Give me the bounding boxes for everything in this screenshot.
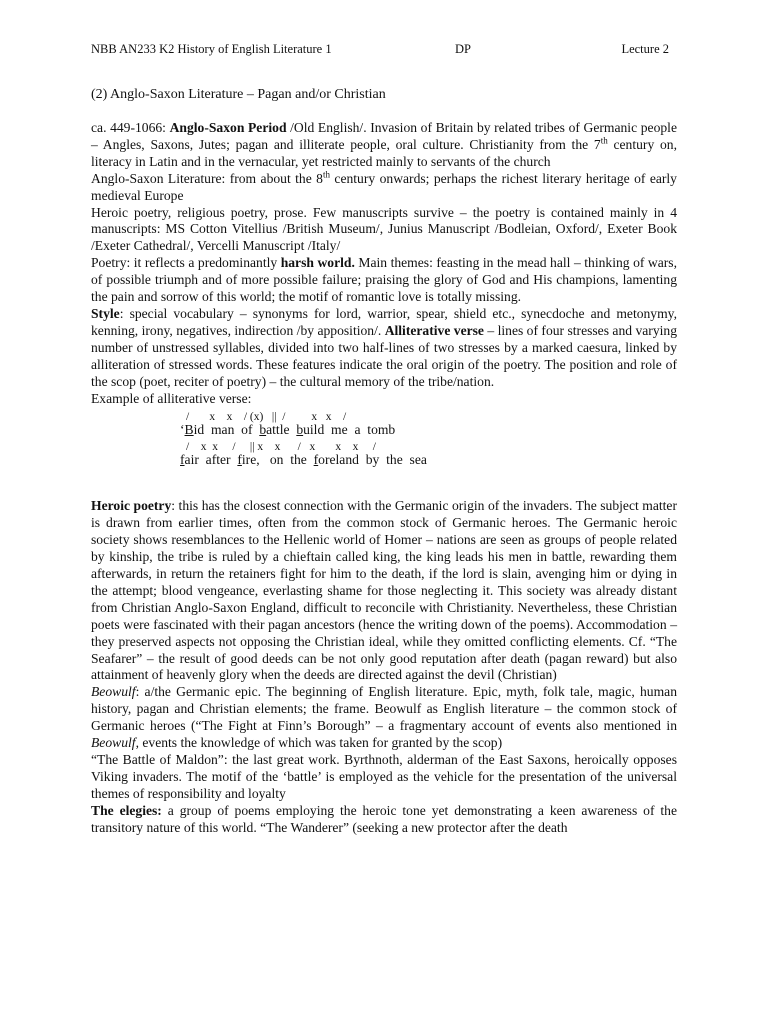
text-run: /Old English/. Invasion of Britain by related tribes of Germanic people – Angles, Saxons, Jutes; pagan and illiterate people, oral culture. Christianity from the 7 [91,120,677,152]
paragraph-heroic-poetry [91,498,677,684]
superscript: th [600,135,608,146]
alliterating-letter: f [313,452,319,468]
italic-title: Beowulf [91,684,136,700]
bold-term: Heroic poetry [91,498,172,514]
course-title: NBB AN233 K2 History of English Literature 1 [91,42,332,56]
text-run: uild me a tomb [303,422,396,438]
text-run: : a/the Germanic epic. The beginning of English literature. Epic, myth, folk tale, magic, human history, pagan and Christian elements; the frame. Beowulf as English literature – the common stock of Germanic heroes (“The Fight at Finn’s Borough” – a fragmentary account of events also mentioned in [91,684,677,734]
verse-line-1 [180,422,395,438]
text-run: ca. 449-1066: [91,120,170,135]
alliterating-letter: b [296,422,304,438]
superscript: th [322,169,330,180]
text-run: : special vocabulary – synonyms for lord, warrior, spear, shield etc., synecdoche and metonymy, kenning, irony, negatives, indirection /by apposition/. [91,305,677,338]
bold-term: The elegies: [91,802,162,818]
paragraph-maldon: “The Battle of Maldon”: the last great work. Byrthnoth, alderman of the East Saxons, heroically opposes Viking invaders. The motif of the ‘battle’ is employed as the vehicle for the presentation of the universal themes of responsibility and loyalty [91,752,677,801]
paragraph-style [91,306,677,391]
bold-term: Style [91,305,120,321]
text-run: : this has the closest connection with the Germanic origin of the invaders. The subject matter is drawn from earlier times, often from the common stock of Germanic heroes. The Germanic heroic society shows resemblances to the Hellenic world of Homer – nations are seen as groups of people related by kinship, the tribe is ruled by a chieftain called king, the king leads his men in battle, rewarding them afterwards, in return the retainers fight for him to the death, if the lord is slain, avenging him or dying in the attempt; blood vengeance, everlasting shame for those neglecting it. This society was already distant from Christian Anglo-Saxon England, difficult to reconcile with Christianity. Nevertheless, these Christian poets were fascinated with their pagan ancestors (hence the writing down of the poems). Accommodation – they preserved aspects not opposing the Christian ideal, while they omitted conflicting elements. Cf. “The Seafarer” – the result of good deeds can be not only good reputation after death (pagan reward) but also attainment of heavenly glory when the deeds are directed against the devil (Christian) [91,498,677,683]
alliterating-letter: f [237,452,242,468]
text-run: air after [184,452,238,468]
alliterating-letter: b [259,422,267,438]
text-run: id man of [193,422,260,438]
text-run: attle [266,422,297,438]
meter-marks-line-1: / x x / (x) || / x x / [186,411,347,424]
text-run: Main themes: feasting in the mead hall – thinking of wars, of possible triumph and of more possible failure; praising the glory of God and His champions, lamenting the pain and sorrow of this world; the motif of romantic love is totally missing. [91,255,677,305]
quote-mark: ‘ [180,422,185,438]
paragraph-elegies [91,803,677,837]
text-run: , events the knowledge of which was taken for granted by the scop) [135,735,503,751]
paragraph-literature [91,171,677,205]
bold-term: Anglo-Saxon Period [169,120,287,135]
text-run: – lines of four stresses and varying number of unstressed syllables, divided into two half-lines of two stresses by a marked caesura, linked by alliteration of stressed words. These features indicate the oral origin of the poetry. The position and role of the scop (poet, reciter of poetry) – the cultural memory of the tribe/nation. [91,322,677,389]
paragraph-manuscripts: Heroic poetry, religious poetry, prose. Few manuscripts survive – the poetry is contained mainly in 4 manuscripts: MS Cotton Vitellius /British Museum/, Junius Manuscript /Bodleian, Oxford/, Exeter Book /Exeter Cathedral/, Vercelli Manuscript /Italy/ [91,204,677,254]
text-run: Anglo-Saxon Literature: from about the 8 [91,170,323,186]
lecture-number: Lecture 2 [621,42,669,56]
bold-term: harsh world. [280,255,355,271]
spacer [91,485,677,498]
text-run: oreland by the sea [318,452,427,468]
text-run: Poetry: it reflects a predominantly [91,255,281,271]
verse-example [180,407,500,485]
bold-term: Alliterative verse [384,322,484,338]
verse-line-2 [180,452,427,468]
paragraph-period [91,120,677,171]
meter-marks-line-2: / x x / || x x / x x x / [186,441,376,454]
text-run: century on, literacy in Latin and in the vernacular, yet restricted mainly to servants of the church [91,136,677,169]
paragraph-beowulf [91,684,677,752]
paragraph-poetry [91,255,677,306]
document-body [91,120,677,837]
text-run: a group of poems employing the heroic tone yet demonstrating a keen awareness of the transitory nature of this world. “The Wanderer” (seeking a new protector after the death [91,802,677,835]
text-run: century onwards; perhaps the richest literary heritage of early medieval Europe [91,170,677,203]
alliterating-letter: f [180,452,185,468]
paragraph-verse-intro: Example of alliterative verse: [91,390,252,406]
author-initials: DP [455,42,471,56]
alliterating-letter: B [184,422,194,438]
italic-title: Beowulf [91,735,136,751]
text-run: ire, on the [241,452,314,468]
section-title: (2) Anglo-Saxon Literature – Pagan and/or Christian [91,87,386,102]
